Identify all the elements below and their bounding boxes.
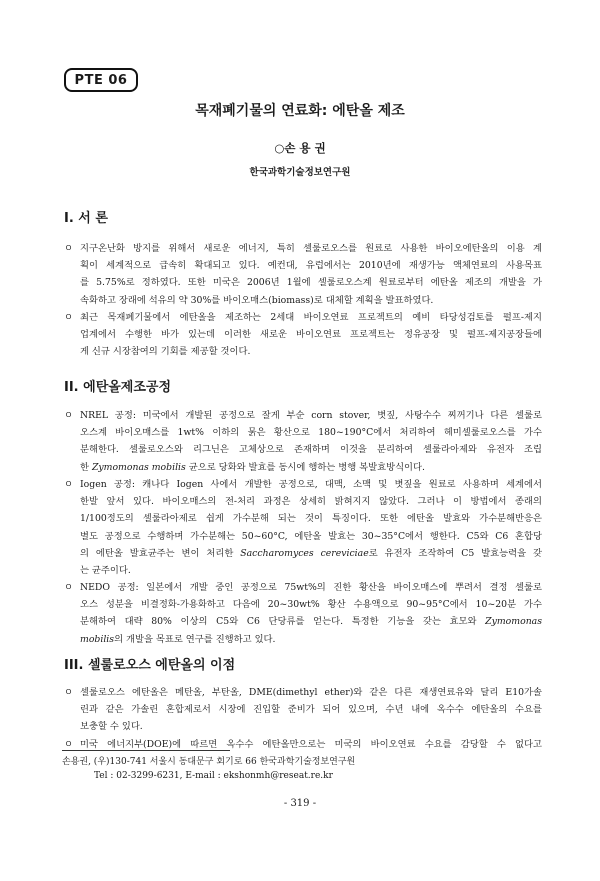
text-line: 분해하여 대략 80% 이상의 C5와 C6 단당류를 얻는다. 특정한 기능을 갖는 효모와 Zymomonas xyxy=(80,616,542,628)
text-line: 오스 성분을 비결정화-가용화하고 다음에 20~30wt% 황산 수용액으로 90~95°C에서 10~20분 가수 xyxy=(80,599,542,611)
paragraph-intro-1 xyxy=(64,240,542,309)
text-line: 1/100정도의 셀룰라아제로 쉽게 가수분해 되는 것이 특징이다. 또한 에탄올 발효와 가수분해반응은 xyxy=(80,513,542,525)
bullet-icon: ㅇ xyxy=(64,479,73,490)
text-line: 한 Zymomonas mobilis 균으로 당화와 발효를 동시에 행하는 병행 복발효방식이다. xyxy=(80,461,425,473)
paragraph-nedo-process xyxy=(64,579,542,648)
paragraph-iogen-process xyxy=(64,476,542,579)
text-line: 는 균주이다. xyxy=(80,565,131,577)
paragraph-nrel-process xyxy=(64,407,542,476)
section-heading-cellulose-benefits: III. 셀룰로오스 에탄올의 이점 xyxy=(64,658,236,673)
text-line: 분해한다. 셀룰로오스와 리그닌은 고체상으로 존재하며 이것을 분리하여 셀룰라아제와 유전자 조립 xyxy=(80,444,542,456)
text-line: 획이 세계적으로 급속히 확대되고 있다. 예컨대, 유럽에서는 2010년에 재생가능 액체연료의 사용목표 xyxy=(80,260,542,272)
text-line: 셀룰로오스 에탄올은 메탄올, 부탄올, DME(dimethyl ether)와 같은 다른 재생연료유와 달리 E10가솔 xyxy=(80,687,542,698)
section-heading-ethanol-process: II. 에탄올제조공정 xyxy=(64,380,172,395)
bullet-icon: ㅇ xyxy=(64,410,73,421)
text-line: 한발 앞서 있다. 바이오매스의 전-처리 과정은 상세히 밝혀지지 않았다. 그러나 이 방법에서 종래의 xyxy=(80,496,542,508)
text-line: 를 5.75%로 정하였다. 또한 미국은 2006년 1월에 셀룰로오스계 원료로부터 에탄올 제조의 개발을 가 xyxy=(80,277,542,289)
text-line: 오스계 바이오매스를 1wt% 이하의 묽은 황산으로 180~190°C에서 처리하여 헤미셀룰로오스를 가수 xyxy=(80,427,542,439)
bullet-icon: ㅇ xyxy=(64,243,73,254)
text-line: 업계에서 수행한 바가 있는데 이러한 새로운 바이오연료 프로젝트는 정유공장 및 펄프-제지공장들에 xyxy=(80,329,542,341)
bullet-icon: ㅇ xyxy=(64,739,73,750)
text-line: NEDO 공정: 일본에서 개발 중인 공정으로 75wt%의 진한 황산을 바이오매스에 뿌려서 결정 셀룰로 xyxy=(80,582,542,593)
text-line: 게 신규 시장참여의 기회를 제공할 것이다. xyxy=(80,346,251,358)
text-line: 의 에탄올 발효균주는 변이 처리한 Saccharomyces cereviciae로 유전자 조작하여 C5 발효능력을 갖 xyxy=(80,547,542,559)
bullet-icon: ㅇ xyxy=(64,687,73,698)
page-number: - 319 - xyxy=(283,798,317,809)
text-line: 미국 에너지부(DOE)에 따르면 옥수수 에탄올만으로는 미국의 바이오연료 수요를 감당할 수 없다고 xyxy=(80,739,542,750)
paragraph-intro-2 xyxy=(64,309,542,361)
text-line: Iogen 공정: 캐나다 Iogen 사에서 개발한 공정으로, 대맥, 소맥 및 볏짚을 원료로 사용하며 세계에서 xyxy=(80,479,542,490)
footnote xyxy=(62,755,355,783)
paper-title: 목재폐기물의 연료화: 에탄올 제조 xyxy=(195,103,405,119)
footnote-contact: Tel : 02-3299-6231, E-mail : ekshonmh@reseat.re.kr xyxy=(94,771,333,781)
footnote-divider xyxy=(62,750,230,751)
text-line: 속화하고 장래에 석유의 약 30%를 바이오매스(biomass)로 대체할 계획을 발표하였다. xyxy=(80,294,434,306)
author-affiliation: 한국과학기술정보연구원 xyxy=(249,167,351,178)
text-line: mobilis의 개발을 목표로 연구를 진행하고 있다. xyxy=(80,633,276,645)
session-tag: PTE 06 xyxy=(64,68,138,92)
section-heading-introduction: I. 서 론 xyxy=(64,211,108,226)
text-line: 린과 같은 가솔린 혼합제로서 시장에 진입할 준비가 되어 있으며, 수년 내에 옥수수 에탄올의 수요를 xyxy=(80,704,542,716)
author-name: ○손 용 권 xyxy=(274,141,326,155)
bullet-icon: ㅇ xyxy=(64,582,73,593)
paragraph-benefits-1 xyxy=(64,684,542,736)
bullet-icon: ㅇ xyxy=(64,312,73,323)
text-line: 보충할 수 있다. xyxy=(80,721,143,733)
text-line: 지구온난화 방지를 위해서 새로운 에너지, 특히 셀룰로오스를 원료로 사용한 바이오에탄올의 이용 계 xyxy=(80,243,542,254)
text-line: 별도 공정으로 수행하며 가수분해는 50~60°C, 에탄올 발효는 30~35°C에서 행한다. C5와 C6 혼합당 xyxy=(80,530,542,542)
text-line: NREL 공정: 미국에서 개발된 공정으로 잘게 부순 corn stover, 볏짚, 사탕수수 찌꺼기나 다른 셀룰로 xyxy=(80,410,542,421)
footnote-address: 손용권, (우)130-741 서울시 동대문구 회기로 66 한국과학기술정보연구원 xyxy=(62,757,356,767)
text-line: 최근 목재폐기물에서 에탄올을 제조하는 2세대 바이오연료 프로젝트의 예비 타당성검토를 펄프-제지 xyxy=(80,312,542,323)
